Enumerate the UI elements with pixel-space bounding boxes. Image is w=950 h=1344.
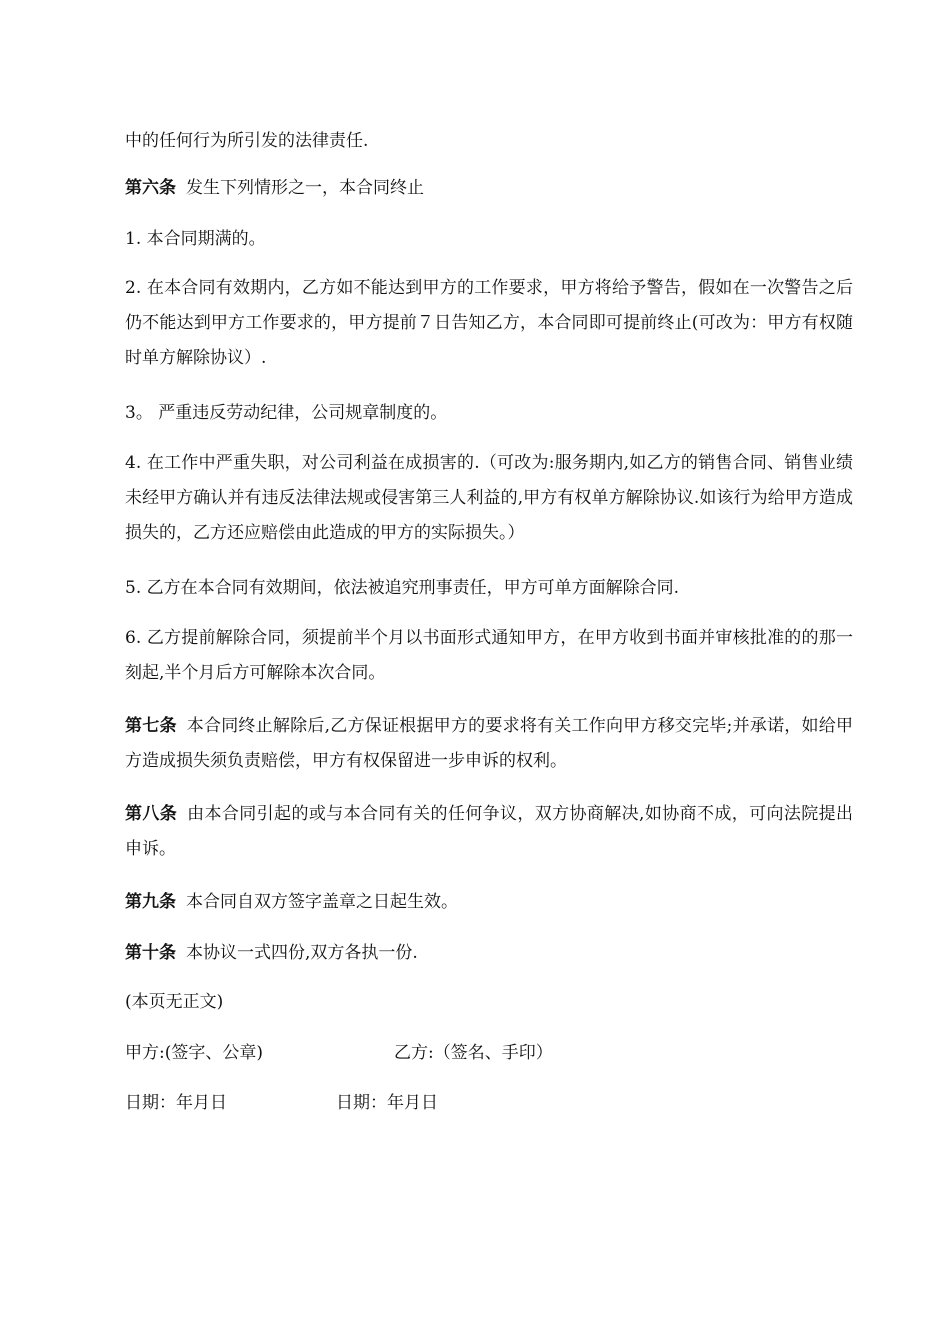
list-item-1 <box>125 222 853 257</box>
list-item-6 <box>125 621 853 691</box>
party-a-date: 日期：年月日 <box>125 1093 227 1113</box>
list-item-text: 1. 本合同期满的。 <box>125 229 266 249</box>
note-text: (本页无正文) <box>125 992 224 1012</box>
list-item-text: 2. 在本合同有效期内，乙方如不能达到甲方的工作要求，甲方将给予警告，假如在一次警告之后仍不能达到甲方工作要求的，甲方提前７日告知乙方，本合同即可提前终止(可改为：甲方有权随时单方解除协议）. <box>125 278 853 368</box>
party-b-signature: 乙方:（签名、手印） <box>394 1043 553 1063</box>
article-heading: 第九条 <box>125 892 176 912</box>
party-b-date: 日期：年月日 <box>336 1093 438 1113</box>
article-heading: 第七条 <box>125 716 177 736</box>
article-ten <box>125 936 853 971</box>
list-item-5 <box>125 571 853 606</box>
article-text: 本合同自双方签字盖章之日起生效。 <box>186 892 458 912</box>
article-nine <box>125 885 853 920</box>
signature-row <box>125 1036 853 1071</box>
paragraph-continuation <box>125 124 853 159</box>
list-item-text: 6. 乙方提前解除合同，须提前半个月以书面形式通知甲方，在甲方收到书面并审核批准的的那一刻起,半个月后方可解除本次合同。 <box>125 628 853 683</box>
article-text: 本合同终止解除后,乙方保证根据甲方的要求将有关工作向甲方移交完毕;并承诺，如给甲方造成损失须负责赔偿，甲方有权保留进一步申诉的权利。 <box>125 716 854 771</box>
list-item-text: 4. 在工作中严重失职，对公司利益在成损害的.（可改为:服务期内,如乙方的销售合同、销售业绩未经甲方确认并有违反法律法规或侵害第三人利益的,甲方有权单方解除协议.如该行为给甲方造成损失的，乙方还应赔偿由此造成的甲方的实际损失。） <box>125 453 853 543</box>
article-seven <box>125 709 853 779</box>
article-heading: 第十条 <box>125 943 176 963</box>
article-text: 本协议一式四份,双方各执一份. <box>186 943 418 963</box>
list-item-4 <box>125 446 853 551</box>
list-item-3 <box>125 396 853 431</box>
party-a-signature: 甲方:(签字、公章) <box>125 1043 263 1063</box>
paragraph-text: 中的任何行为所引发的法律责任. <box>125 131 369 151</box>
list-item-text: 5. 乙方在本合同有效期间，依法被追究刑事责任，甲方可单方面解除合同. <box>125 578 680 598</box>
article-six <box>125 171 853 206</box>
article-eight <box>125 797 853 867</box>
article-heading: 第八条 <box>125 804 178 824</box>
article-heading: 第六条 <box>125 178 176 198</box>
no-body-note <box>125 985 853 1020</box>
list-item-2 <box>125 271 853 376</box>
date-row <box>125 1086 853 1121</box>
list-item-text: 3。 严重违反劳动纪律，公司规章制度的。 <box>125 403 448 423</box>
article-text: 发生下列情形之一，本合同终止 <box>186 178 424 198</box>
article-text: 由本合同引起的或与本合同有关的任何争议，双方协商解决,如协商不成，可向法院提出申诉。 <box>125 804 854 859</box>
